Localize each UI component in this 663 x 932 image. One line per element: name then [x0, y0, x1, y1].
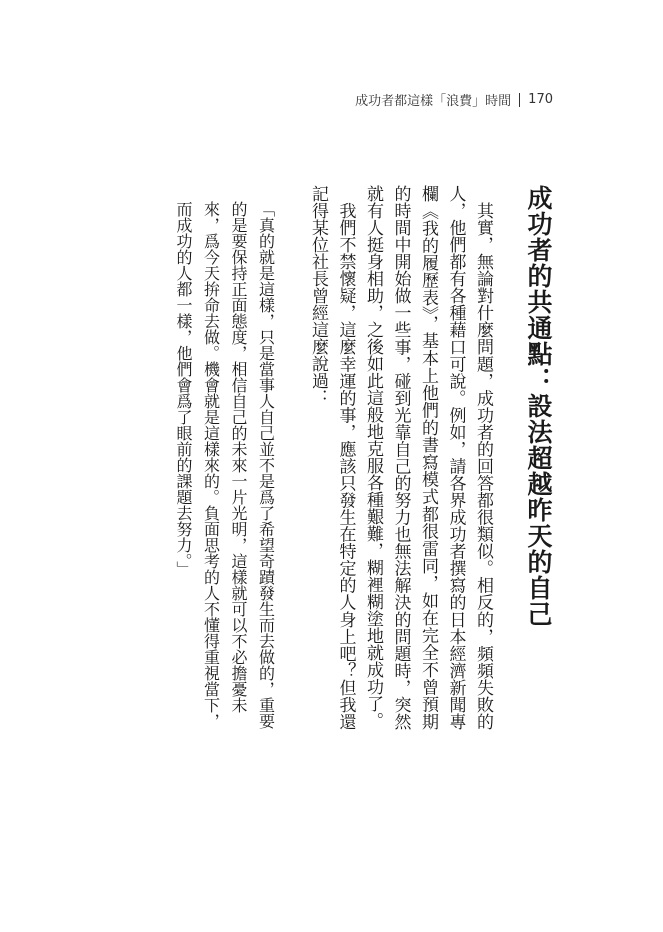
- page-number: 170: [528, 92, 553, 107]
- body-paragraph-1: 其實，無論對什麼問題，成功者的回答都很類似。相反的，頻頻失敗的人，他們都有各種藉口可說。例如，請各界成功者撰寫的日本經濟新聞專欄《我的履歷表》，基本上他們的書寫模式都很雷同，如在完全不曾預期的時間中開始做一些事，碰到光靠自己的努力也無法解決的問題時，突然就有人挺身相助，之後如此這般地克服各種艱難，糊裡糊塗地就成功了。: [363, 185, 493, 730]
- running-header: [355, 90, 553, 109]
- page-body: [170, 185, 552, 730]
- body-paragraph-2: 我們不禁懷疑，這麼幸運的事，應該只發生在特定的人身上吧？但我還記得某位社長曾經這麼說過：: [308, 185, 356, 730]
- quote-text: 「真的就是這樣，只是當事人自己並不是爲了希望奇蹟發生而去做的，重要的是要保持正面態度，相信自己的未來一片光明，這樣就可以不必擔憂未來，爲今天拚命去做。機會就是這樣來的。負面思考的人不懂得重視當下，而成功的人都一樣，他們會爲了眼前的課題去努力。」: [174, 201, 276, 729]
- chapter-title: 成功者的共通點：設法超越昨天的自己: [524, 185, 553, 627]
- running-title: 成功者都這樣「浪費」時間: [355, 94, 512, 109]
- header-divider: [519, 93, 520, 107]
- quote-block: [170, 185, 280, 730]
